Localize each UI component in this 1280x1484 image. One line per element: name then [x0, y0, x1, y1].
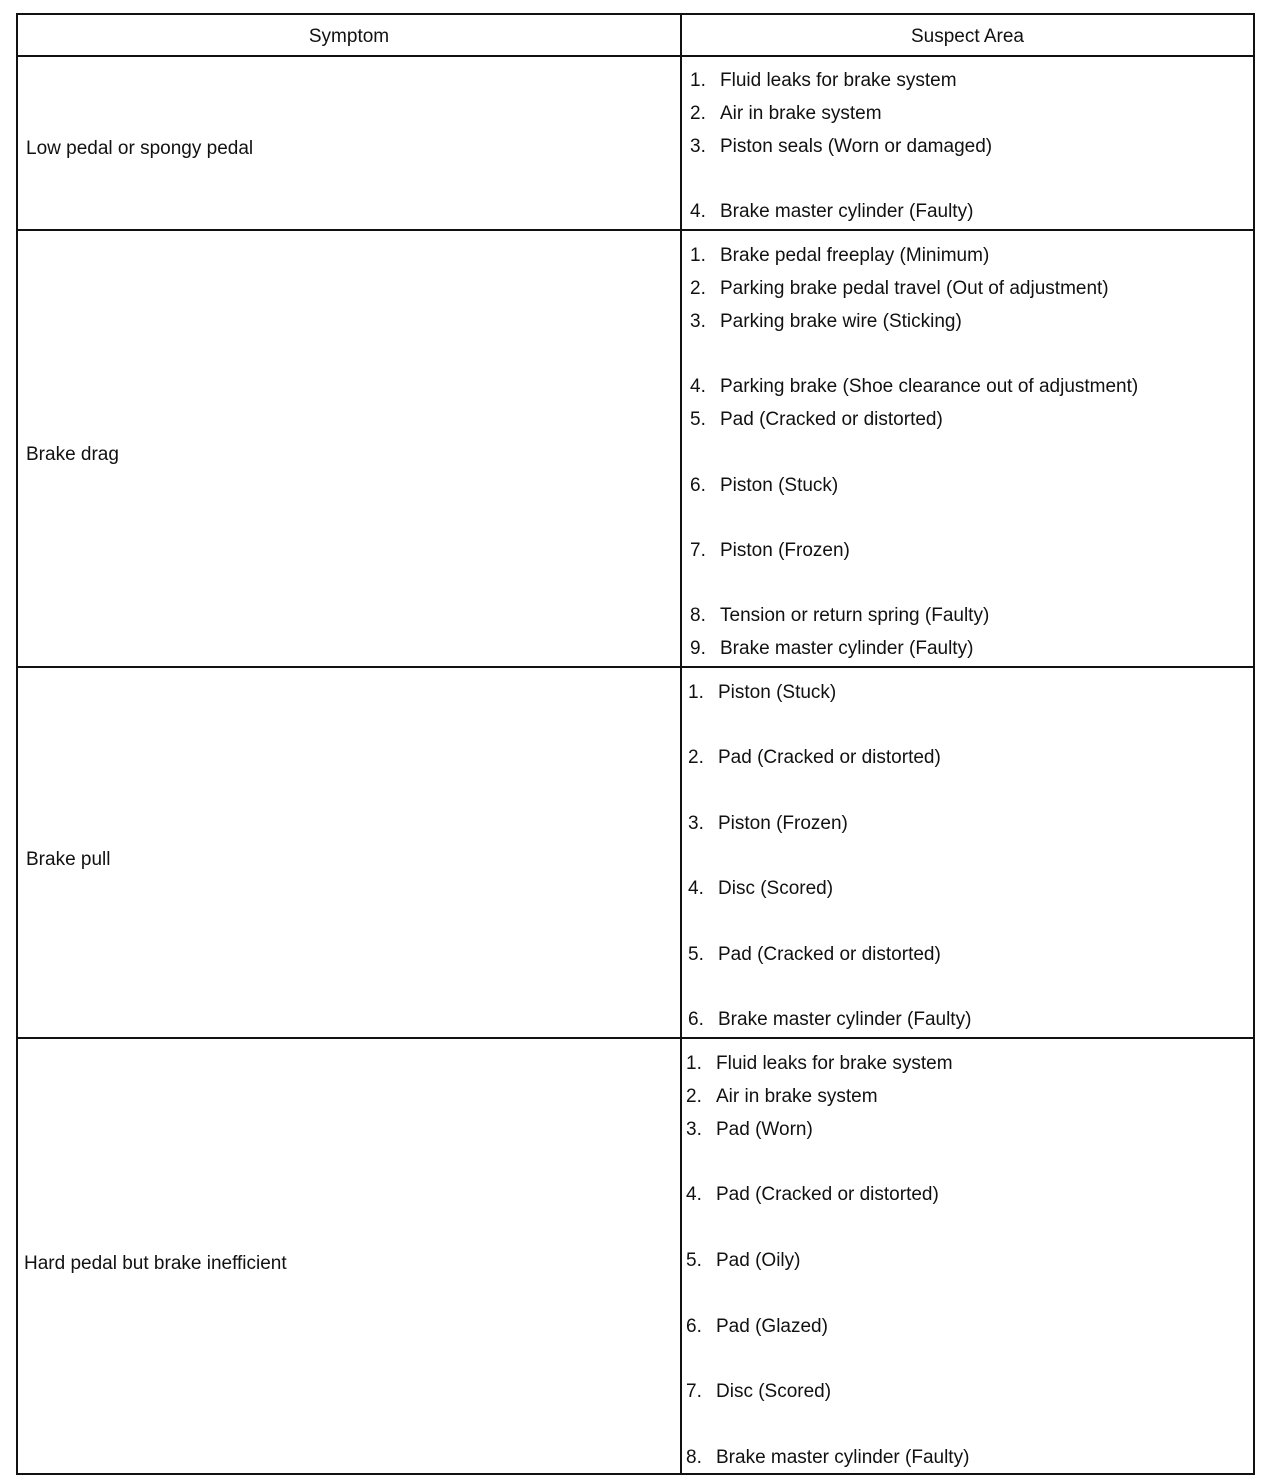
- list-item: 1. Fluid leaks for brake system: [690, 70, 957, 91]
- symptom-brake-drag: Brake drag: [26, 444, 119, 465]
- symptom-low-pedal: Low pedal or spongy pedal: [26, 138, 254, 159]
- symptom-brake-pull: Brake pull: [26, 849, 111, 870]
- list-item: 1. Brake pedal freeplay (Minimum): [690, 245, 990, 266]
- list-item: 3. Parking brake wire (Sticking): [690, 311, 962, 332]
- list-item: 7. Disc (Scored): [686, 1381, 832, 1402]
- list-item: 5. Pad (Oily): [686, 1250, 801, 1271]
- header-symptom: Symptom: [308, 26, 390, 47]
- header-suspect-area: Suspect Area: [910, 26, 1025, 47]
- list-item: 6. Piston (Stuck): [690, 475, 839, 496]
- list-item: 4. Parking brake (Shoe clearance out of adjustment): [690, 376, 1139, 397]
- list-item: 6. Pad (Glazed): [686, 1316, 828, 1337]
- header-divider: [18, 55, 1253, 57]
- troubleshooting-table: [16, 13, 1255, 1475]
- list-item: 3. Pad (Worn): [686, 1119, 813, 1140]
- symptom-hard-pedal: Hard pedal but brake inefficient: [24, 1253, 287, 1274]
- list-item: 8. Brake master cylinder (Faulty): [686, 1447, 970, 1468]
- list-item: 1. Fluid leaks for brake system: [686, 1053, 953, 1074]
- list-item: 2. Air in brake system: [690, 103, 882, 124]
- list-item: 2. Pad (Cracked or distorted): [688, 747, 941, 768]
- list-item: 5. Pad (Cracked or distorted): [690, 409, 943, 430]
- list-item: 4. Pad (Cracked or distorted): [686, 1184, 939, 1205]
- row-divider: [18, 666, 1253, 668]
- list-item: 3. Piston (Frozen): [688, 813, 848, 834]
- column-divider: [680, 15, 682, 1473]
- list-item: 2. Parking brake pedal travel (Out of adjustment): [690, 278, 1109, 299]
- list-item: 5. Pad (Cracked or distorted): [688, 944, 941, 965]
- list-item: 7. Piston (Frozen): [690, 540, 850, 561]
- list-item: 9. Brake master cylinder (Faulty): [690, 638, 974, 659]
- row-divider: [18, 1037, 1253, 1039]
- list-item: 2. Air in brake system: [686, 1086, 878, 1107]
- list-item: 1. Piston (Stuck): [688, 682, 837, 703]
- list-item: 4. Brake master cylinder (Faulty): [690, 201, 974, 222]
- list-item: 8. Tension or return spring (Faulty): [690, 605, 990, 626]
- list-item: 3. Piston seals (Worn or damaged): [690, 136, 993, 157]
- row-divider: [18, 229, 1253, 231]
- list-item: 4. Disc (Scored): [688, 878, 834, 899]
- list-item: 6. Brake master cylinder (Faulty): [688, 1009, 972, 1030]
